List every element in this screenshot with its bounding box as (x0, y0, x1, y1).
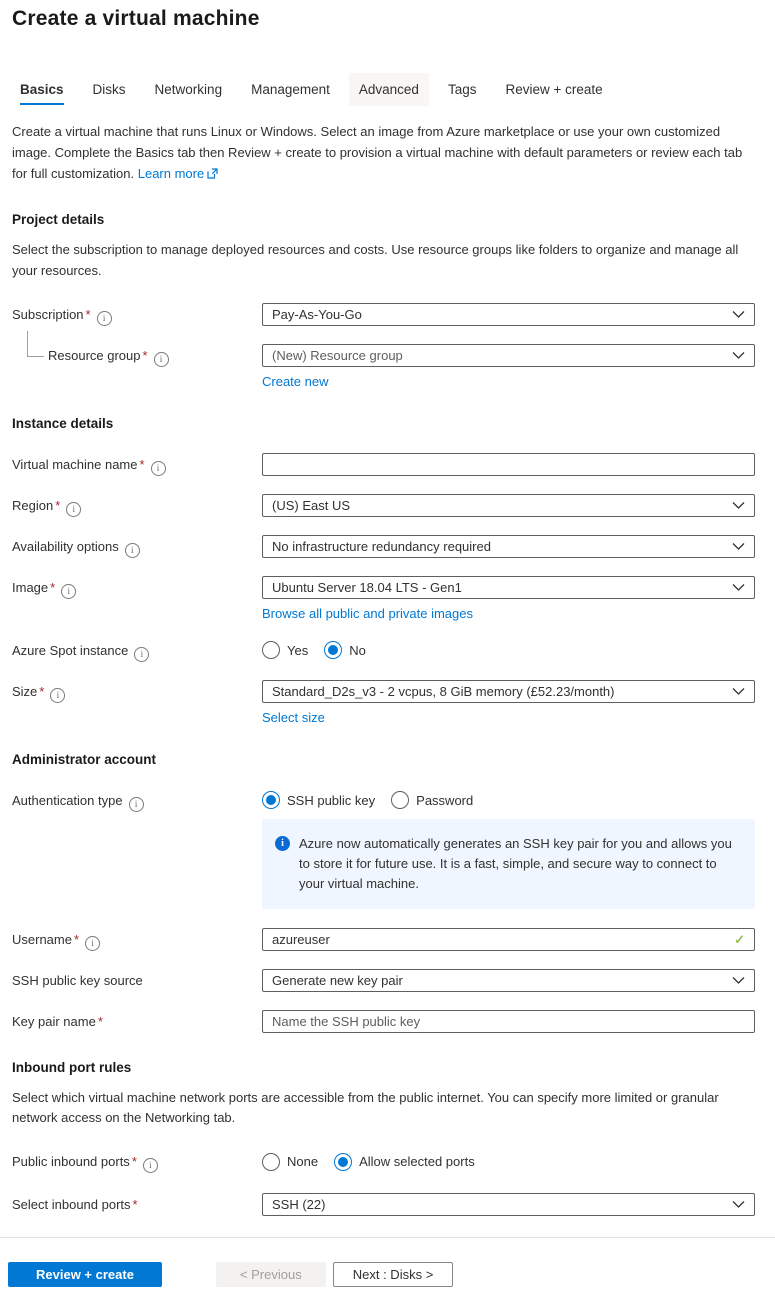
chevron-down-icon (732, 501, 745, 510)
info-icon[interactable] (66, 502, 81, 517)
auth-type-label (10, 789, 262, 812)
tab-networking[interactable]: Networking (154, 82, 223, 97)
previous-button[interactable]: < Previous (216, 1262, 326, 1287)
ssh-source-row (10, 969, 755, 992)
label-text: Subscription (12, 306, 84, 322)
valid-check-icon (734, 932, 745, 948)
tab-tags[interactable]: Tags (447, 82, 477, 97)
info-icon[interactable] (151, 461, 166, 476)
image-label (10, 576, 262, 599)
required-asterisk: * (142, 347, 148, 363)
username-input[interactable] (272, 932, 734, 947)
subscription-label (10, 303, 262, 326)
hierarchy-connector (27, 331, 44, 357)
chevron-down-icon (732, 1200, 745, 1209)
info-icon[interactable] (61, 584, 76, 599)
info-icon[interactable] (125, 543, 140, 558)
ssh-key-radio[interactable] (262, 791, 280, 809)
page-title: Create a virtual machine (12, 7, 260, 30)
inbound-port-rules-heading: Inbound port rules (12, 1060, 132, 1076)
ports-none-radio[interactable] (262, 1153, 280, 1171)
public-inbound-ports-label (10, 1150, 262, 1173)
project-details-description: Select the subscription to manage deployed resources and costs. Use resource groups like folders to organize and manage all your resources. (12, 242, 739, 278)
project-details-heading: Project details (12, 212, 105, 228)
chevron-down-icon (732, 583, 745, 592)
subscription-select[interactable] (262, 303, 755, 326)
auth-type-row (10, 789, 755, 812)
intro-text (12, 122, 754, 185)
ssh-source-select[interactable] (262, 969, 755, 992)
availability-options-select[interactable] (262, 535, 755, 558)
select-inbound-ports-label (10, 1193, 262, 1216)
spot-instance-label (10, 639, 262, 662)
footer-bar (0, 1238, 775, 1295)
ports-allow-radio[interactable] (334, 1153, 352, 1171)
spot-radio-group (262, 639, 755, 662)
tab-advanced[interactable]: Advanced (349, 73, 429, 106)
chevron-down-icon (732, 976, 745, 985)
resource-group-row (10, 344, 755, 389)
chevron-down-icon (732, 542, 745, 551)
info-filled-icon (275, 836, 290, 851)
public-inbound-ports-row (10, 1150, 755, 1173)
info-icon[interactable] (154, 352, 169, 367)
required-asterisk: * (139, 456, 145, 472)
tab-basics[interactable]: Basics (10, 73, 74, 106)
vm-name-label (10, 453, 262, 476)
create-vm-page (0, 7, 775, 1216)
intro-body: Create a virtual machine that runs Linux or Windows. Select an image from Azure marketplace or use your own customized image. Complete the Basics tab then Review + create to provision a virtual machine with default parameters or review each tab for full customization. (12, 124, 743, 181)
info-icon[interactable] (50, 688, 65, 703)
label-text: Authentication type (12, 792, 123, 808)
label-text: Resource group (48, 347, 141, 363)
tab-review-create[interactable]: Review + create (505, 82, 603, 97)
image-row (10, 576, 755, 621)
info-icon[interactable] (143, 1158, 158, 1173)
chevron-down-icon (732, 310, 745, 319)
chevron-down-icon (732, 687, 745, 696)
ssh-info-text: Azure now automatically generates an SSH key pair for you and allows you to store it for future use. It is a fast, simple, and secure way to connect to your virtual machine. (299, 835, 732, 891)
ports-none-label: None (287, 1154, 319, 1170)
info-icon[interactable] (85, 936, 100, 951)
label-text: Region (12, 497, 54, 513)
availability-options-label (10, 535, 262, 558)
inbound-ports-value: SSH (22) (272, 1197, 326, 1213)
resource-group-value: (New) Resource group (272, 347, 403, 363)
region-select[interactable] (262, 494, 755, 517)
vm-name-row (10, 453, 755, 476)
administrator-account-form (10, 789, 755, 1033)
select-inbound-ports-row (10, 1193, 755, 1216)
learn-more-label: Learn more (137, 165, 205, 181)
key-pair-name-field (262, 1010, 755, 1033)
size-value: Standard_D2s_v3 - 2 vcpus, 8 GiB memory (£52.23/month) (272, 683, 615, 699)
label-text: Size (12, 683, 38, 699)
ssh-source-label (10, 969, 262, 992)
label-text: Image (12, 579, 49, 595)
label-text: Username (12, 932, 72, 948)
spot-no-label: No (349, 642, 366, 658)
learn-more-link[interactable] (138, 166, 218, 181)
size-row (10, 680, 755, 725)
label-text: Public inbound ports (12, 1154, 130, 1170)
instance-details-form (10, 453, 755, 725)
ssh-info-row (262, 819, 755, 909)
label-text: Select inbound ports (12, 1197, 131, 1213)
label-text: Azure Spot instance (12, 642, 129, 658)
vm-name-field (262, 453, 755, 476)
info-icon[interactable] (134, 647, 149, 662)
key-pair-name-input[interactable] (272, 1014, 745, 1029)
size-label (10, 680, 262, 703)
resource-group-select[interactable] (262, 344, 755, 367)
spot-instance-row (10, 639, 755, 662)
spot-yes-radio[interactable] (262, 641, 280, 659)
inbound-port-rules-form (10, 1150, 755, 1216)
subscription-row (10, 303, 755, 326)
key-pair-name-row (10, 1010, 755, 1033)
required-asterisk: * (55, 497, 61, 513)
info-icon[interactable] (97, 311, 112, 326)
image-value: Ubuntu Server 18.04 LTS - Gen1 (272, 579, 462, 595)
region-label (10, 494, 262, 517)
image-select[interactable] (262, 576, 755, 599)
availability-options-value: No infrastructure redundancy required (272, 538, 491, 554)
password-label: Password (416, 792, 474, 808)
subscription-value: Pay-As-You-Go (272, 306, 362, 322)
inbound-ports-select[interactable] (262, 1193, 755, 1216)
tab-bar (10, 73, 755, 106)
select-size-link[interactable]: Select size (262, 709, 325, 725)
next-disks-button[interactable]: Next : Disks > (333, 1262, 454, 1287)
browse-images-link[interactable]: Browse all public and private images (262, 605, 473, 621)
required-asterisk: * (85, 306, 91, 322)
ssh-key-label: SSH public key (287, 792, 376, 808)
region-value: (US) East US (272, 497, 351, 513)
required-asterisk: * (39, 683, 45, 699)
inbound-port-rules-description: Select which virtual machine network ports are accessible from the public internet. You can specify more limited or granular network access on the Networking tab. (12, 1090, 719, 1126)
ssh-info-box (262, 819, 755, 909)
ports-allow-label: Allow selected ports (359, 1154, 475, 1170)
spot-yes-label: Yes (287, 642, 309, 658)
required-asterisk: * (132, 1197, 138, 1213)
administrator-account-heading: Administrator account (12, 751, 157, 767)
required-asterisk: * (97, 1014, 103, 1030)
label-text: SSH public key source (12, 973, 143, 989)
required-asterisk: * (50, 579, 56, 595)
auth-type-radio-group (262, 789, 755, 812)
username-field (262, 928, 755, 951)
info-icon[interactable] (129, 797, 144, 812)
public-ports-radio-group (262, 1150, 755, 1173)
label-text: Virtual machine name (12, 456, 138, 472)
required-asterisk: * (73, 932, 80, 948)
tab-disks[interactable]: Disks (92, 82, 126, 97)
label-text: Key pair name (12, 1014, 96, 1030)
spot-no-radio[interactable] (324, 641, 342, 659)
required-asterisk: * (131, 1154, 137, 1170)
project-details-form (10, 303, 755, 389)
label-text: Availability options (12, 538, 119, 554)
password-radio[interactable] (391, 791, 409, 809)
availability-options-row (10, 535, 755, 558)
instance-details-heading: Instance details (12, 415, 114, 431)
vm-name-input[interactable] (272, 457, 745, 472)
chevron-down-icon (732, 351, 745, 360)
create-new-link[interactable]: Create new (262, 373, 329, 389)
key-pair-name-label (10, 1010, 262, 1033)
region-row (10, 494, 755, 517)
review-create-button[interactable]: Review + create (8, 1262, 162, 1287)
tab-management[interactable]: Management (251, 82, 330, 97)
ssh-source-value: Generate new key pair (272, 973, 403, 989)
username-label (10, 928, 262, 951)
external-link-icon (207, 165, 218, 186)
resource-group-label (10, 344, 262, 367)
username-row (10, 928, 755, 951)
size-select[interactable] (262, 680, 755, 703)
